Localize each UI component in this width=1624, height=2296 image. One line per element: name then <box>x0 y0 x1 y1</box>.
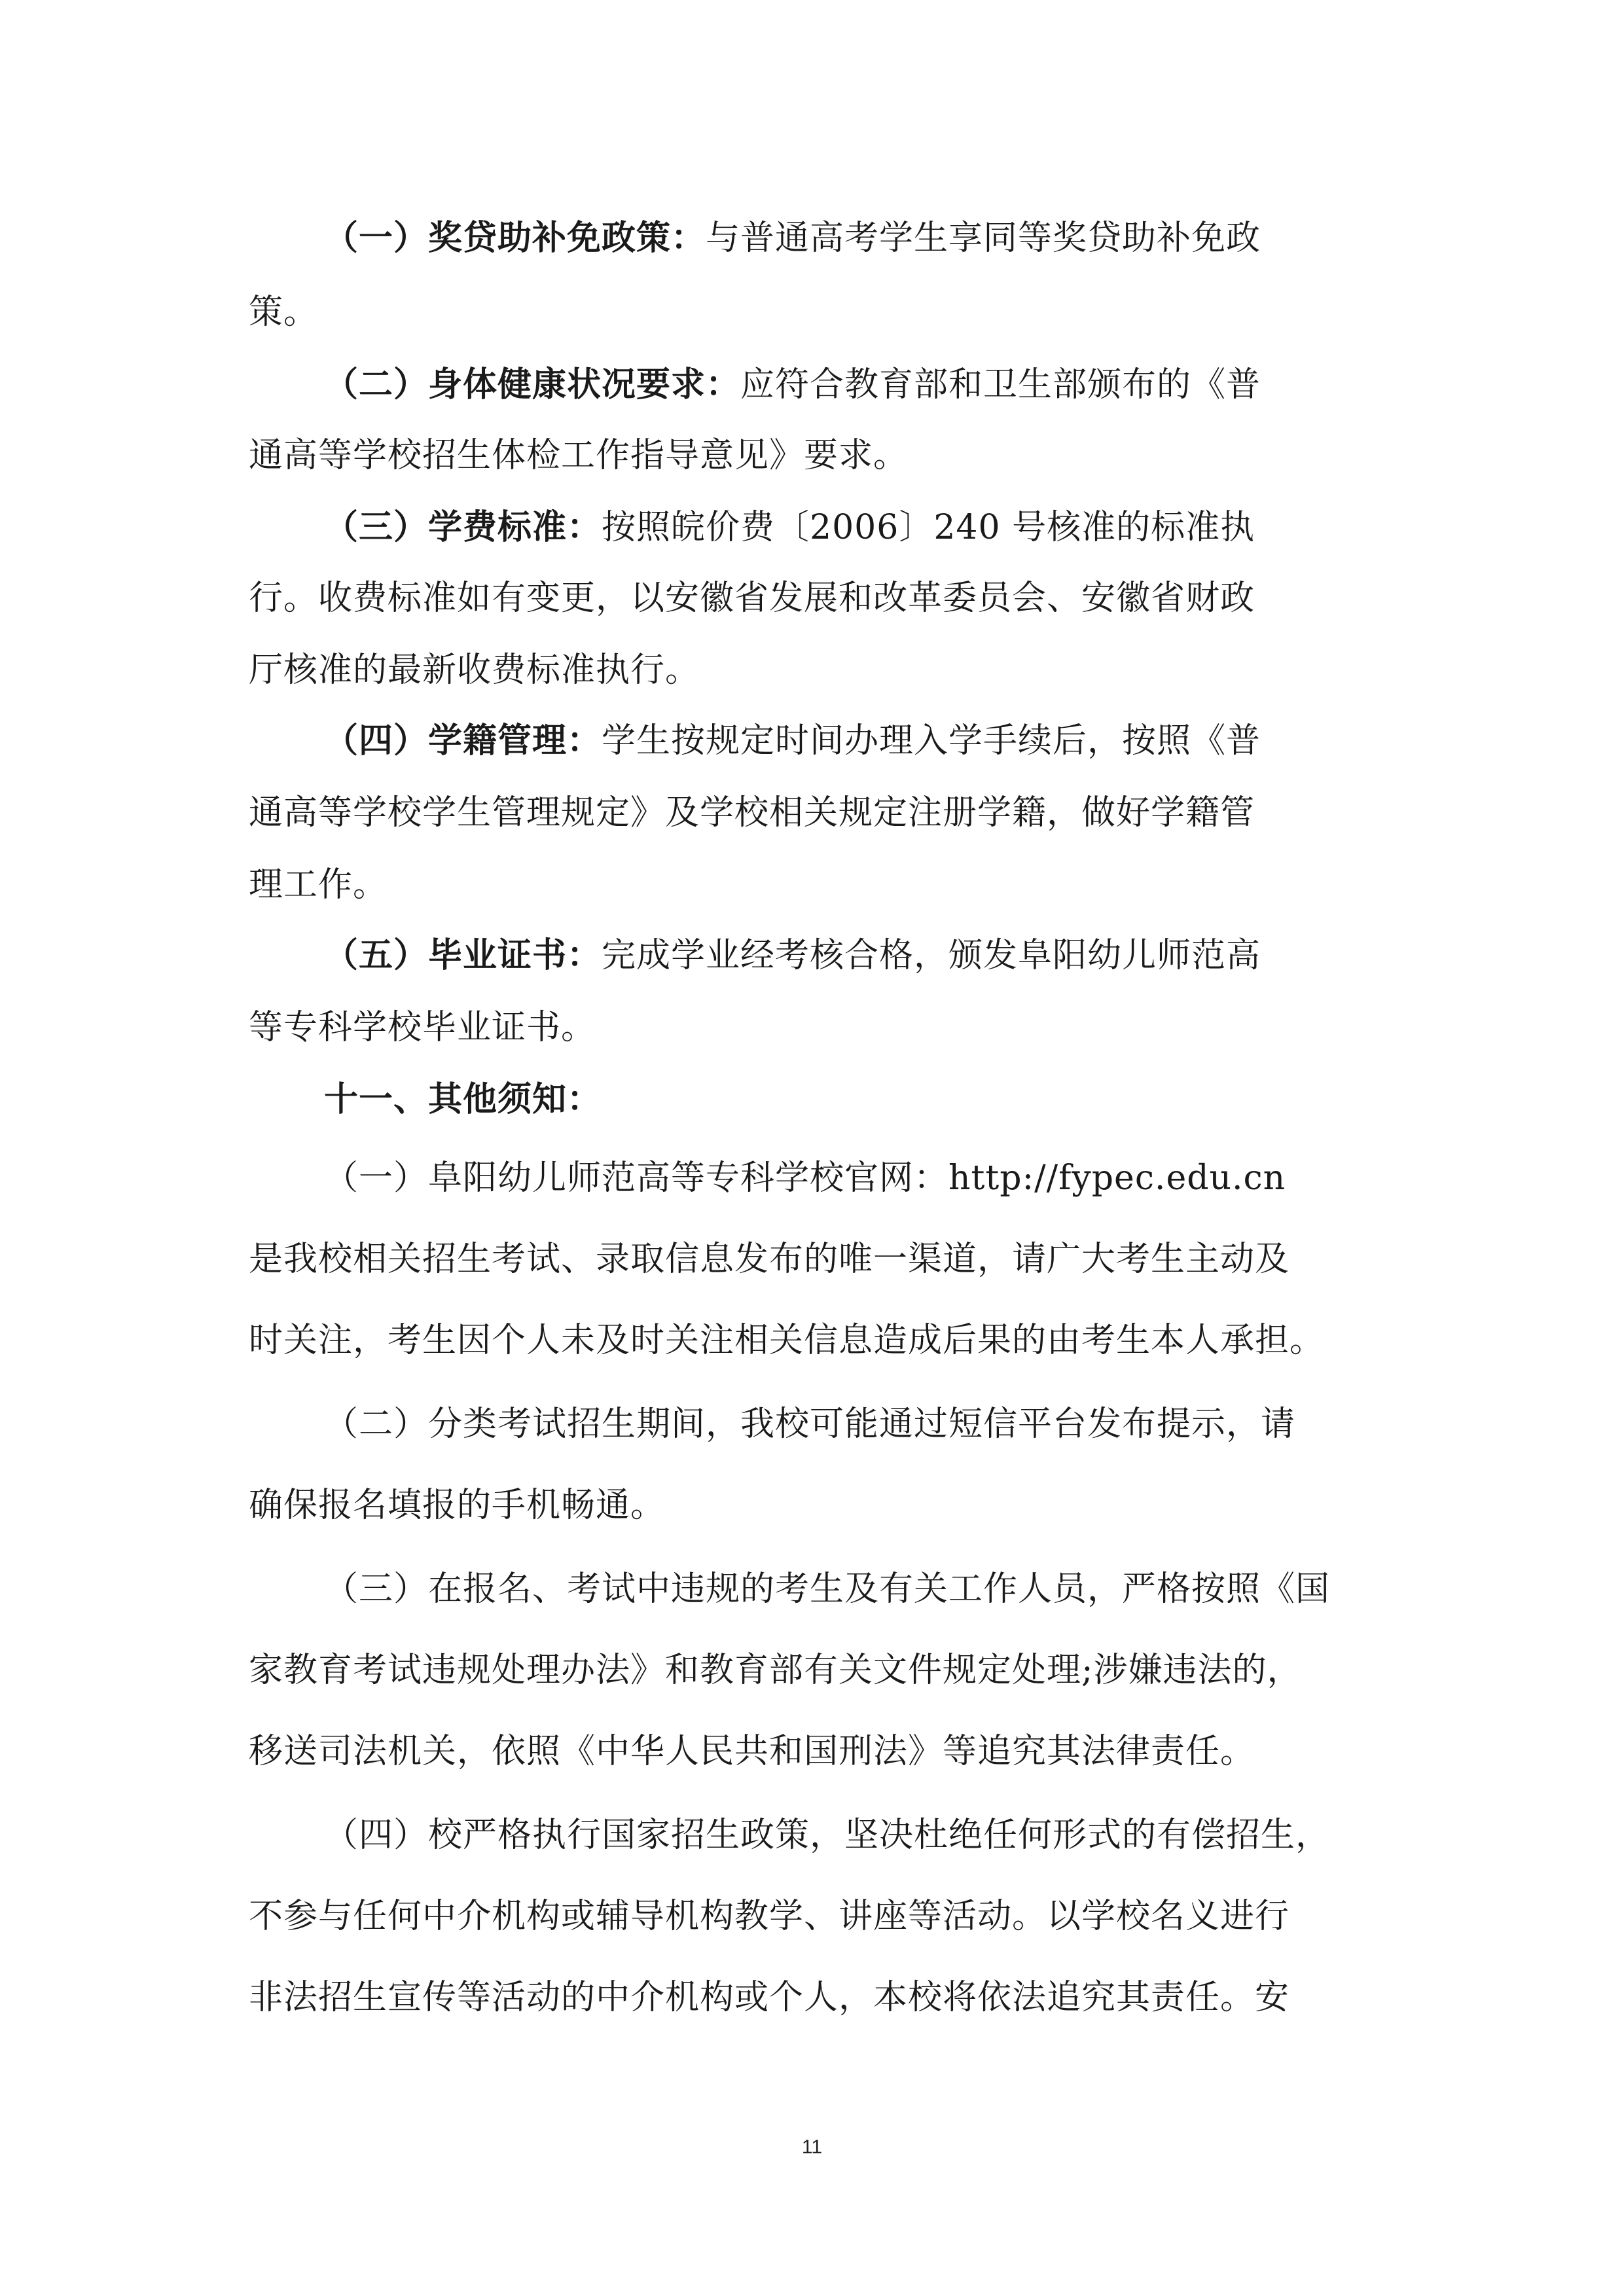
section-5-line-2: 等专科学校毕业证书。 <box>249 1008 596 1047</box>
section-1-line-1 <box>324 219 1261 258</box>
notice-1-line-1: （一）阜阳幼儿师范高等专科学校官网：http://fypec.edu.cn <box>324 1158 1286 1198</box>
notice-2-line-2: 确保报名填报的手机畅通。 <box>249 1486 666 1525</box>
page-number: 11 <box>801 2136 823 2158</box>
notice-4-line-2: 不参与任何中介机构或辅导机构教学、讲座等活动。以学校名义进行 <box>249 1897 1290 1936</box>
section-1-text: 与普通高考学生享同等奖贷助补免政 <box>706 219 1261 258</box>
section-3-line-1 <box>324 508 1255 547</box>
notice-4-line-3: 非法招生宣传等活动的中介机构或个人，本校将依法追究其责任。安 <box>249 1978 1290 2017</box>
section-4-line-2: 通高等学校学生管理规定》及学校相关规定注册学籍，做好学籍管 <box>249 793 1255 833</box>
notice-1-line-3: 时关注，考生因个人未及时关注相关信息造成后果的由考生本人承担。 <box>249 1321 1325 1360</box>
section-5-heading: （五）毕业证书： <box>324 936 602 975</box>
section-3-line-2: 行。收费标准如有变更，以安徽省发展和改革委员会、安徽省财政 <box>249 579 1255 618</box>
notice-3-line-3: 移送司法机关，依照《中华人民共和国刑法》等追究其法律责任。 <box>249 1732 1255 1771</box>
section-4-line-3: 理工作。 <box>249 865 388 905</box>
section-5-text: 完成学业经考核合格，颁发阜阳幼儿师范高 <box>602 936 1261 975</box>
section-3-heading: （三）学费标准： <box>324 508 602 547</box>
section-2-line-2: 通高等学校招生体检工作指导意见》要求。 <box>249 436 909 475</box>
section-2-heading: （二）身体健康状况要求： <box>324 365 741 404</box>
section-4-line-1 <box>324 721 1261 761</box>
chapter-heading: 十一、其他须知： <box>324 1080 602 1119</box>
section-1-line-2: 策。 <box>249 293 319 332</box>
notice-3-line-1: （三）在报名、考试中违规的考生及有关工作人员，严格按照《国 <box>324 1570 1331 1609</box>
section-5-line-1 <box>324 936 1261 975</box>
section-4-heading: （四）学籍管理： <box>324 721 602 761</box>
notice-4-line-1: （四）校严格执行国家招生政策，坚决杜绝任何形式的有偿招生， <box>324 1816 1331 1855</box>
notice-3-line-2: 家教育考试违规处理办法》和教育部有关文件规定处理;涉嫌违法的， <box>249 1651 1302 1690</box>
notice-2-line-1: （二）分类考试招生期间，我校可能通过短信平台发布提示，请 <box>324 1405 1296 1444</box>
section-3-line-3: 厅核准的最新收费标准执行。 <box>249 651 700 690</box>
section-4-text: 学生按规定时间办理入学手续后，按照《普 <box>602 721 1261 761</box>
notice-1-line-2: 是我校相关招生考试、录取信息发布的唯一渠道，请广大考生主动及 <box>249 1240 1290 1279</box>
section-1-heading: （一）奖贷助补免政策： <box>324 219 706 258</box>
section-2-line-1 <box>324 365 1261 404</box>
section-2-text: 应符合教育部和卫生部颁布的《普 <box>740 365 1261 404</box>
section-3-text: 按照皖价费〔2006〕240 号核准的标准执 <box>602 508 1255 547</box>
